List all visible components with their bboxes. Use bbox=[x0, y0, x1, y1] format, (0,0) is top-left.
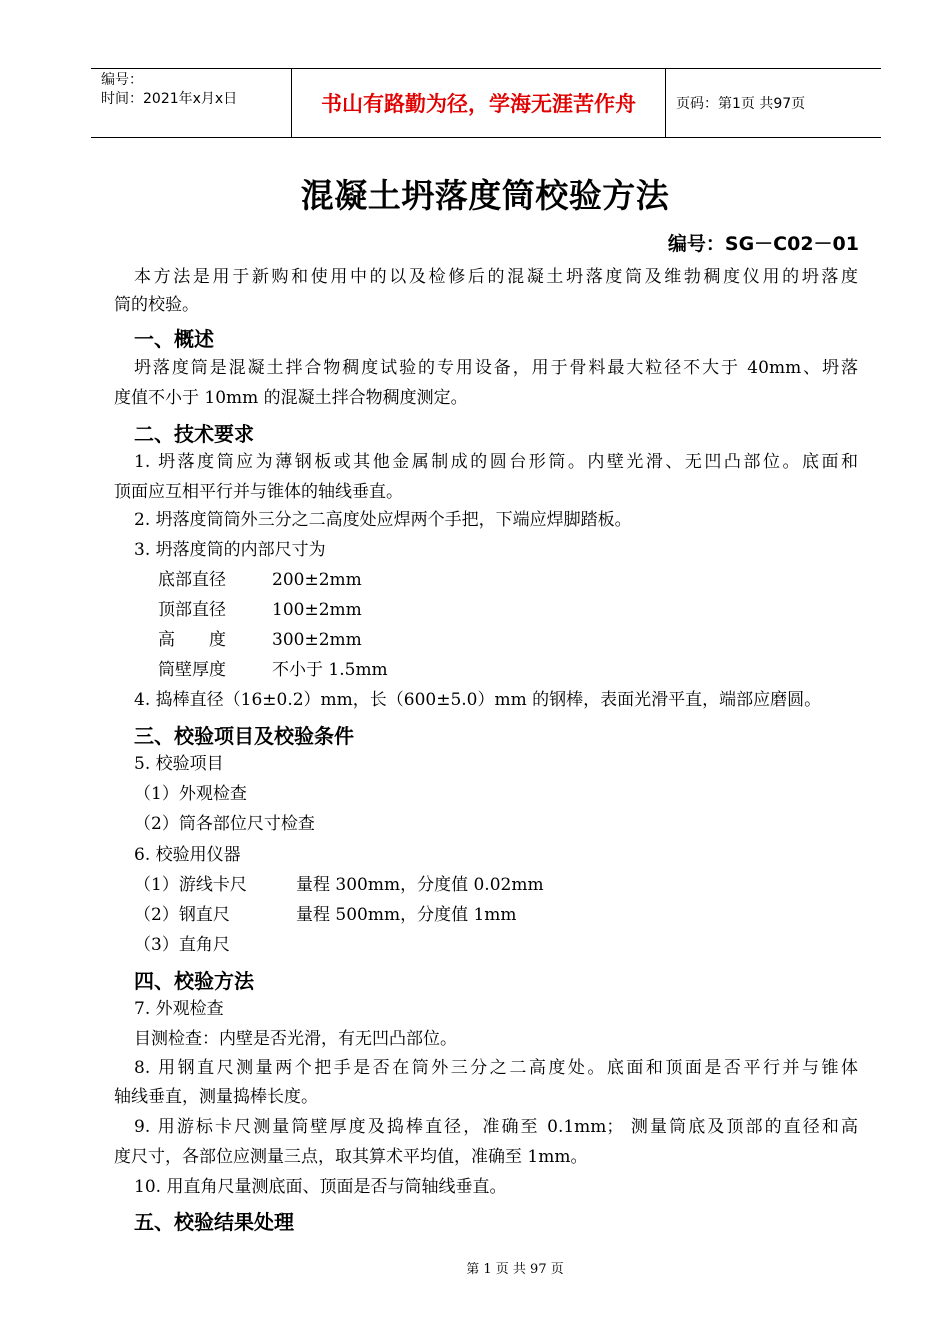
method-item-10: 10. 用直角尺量测底面、顶面是否与筒轴线垂直。 bbox=[134, 1177, 507, 1197]
dim-top-value: 100±2mm bbox=[272, 600, 362, 620]
section-heading-tech: 二、技术要求 bbox=[134, 422, 254, 446]
dim-bottom-name: 底部直径 bbox=[158, 570, 226, 590]
tech-item-3: 3. 坍落度筒的内部尺寸为 bbox=[134, 540, 326, 560]
dim-wall-name: 筒壁厚度 bbox=[158, 660, 226, 680]
section-heading-check: 三、校验项目及校验条件 bbox=[134, 724, 354, 748]
header-motto: 书山有路勤为径，学海无涯苦作舟 bbox=[292, 69, 666, 137]
method-item-9b: 度尺寸，各部位应测量三点，取其算术平均值，准确至 1mm。 bbox=[114, 1147, 588, 1167]
time-label: 时间：2021年x月x日 bbox=[101, 91, 238, 107]
check-item-6: 6. 校验用仪器 bbox=[134, 845, 241, 865]
instrument-2-spec: 量程 500mm，分度值 1mm bbox=[296, 905, 517, 925]
instrument-1-spec: 量程 300mm，分度值 0.02mm bbox=[296, 875, 544, 895]
intro-line-1: 本方法是用于新购和使用中的以及检修后的混凝土坍落度筒及维勃稠度仪用的坍落度 bbox=[134, 267, 858, 287]
number-label: 编号： bbox=[101, 72, 143, 88]
method-item-7-text: 目测检查：内壁是否光滑，有无凹凸部位。 bbox=[134, 1029, 457, 1049]
header-page-label: 页码：第1页 共97页 bbox=[676, 96, 806, 112]
tech-item-2: 2. 坍落度筒筒外三分之二高度处应焊两个手把，下端应焊脚踏板。 bbox=[134, 510, 632, 530]
check-item-5-2: （2）筒各部位尺寸检查 bbox=[134, 814, 315, 834]
section-heading-method: 四、校验方法 bbox=[134, 969, 254, 993]
tech-item-4: 4. 捣棒直径（16±0.2）mm，长（600±5.0）mm 的钢棒，表面光滑平直，端部应磨圆。 bbox=[134, 690, 822, 710]
page-header bbox=[91, 68, 881, 138]
document-title: 混凝土坍落度筒校验方法 bbox=[300, 176, 670, 215]
page-footer: 第 1 页 共 97 页 bbox=[466, 1262, 564, 1277]
method-item-9a: 9. 用游标卡尺测量筒壁厚度及捣棒直径，准确至 0.1mm； 测量筒底及顶部的直径和高 bbox=[134, 1117, 858, 1137]
dim-height-value: 300±2mm bbox=[272, 630, 362, 650]
section-heading-overview: 一、概述 bbox=[134, 327, 214, 351]
method-item-8b: 轴线垂直，测量捣棒长度。 bbox=[114, 1087, 318, 1107]
tech-item-1b: 顶面应互相平行并与锥体的轴线垂直。 bbox=[114, 482, 403, 502]
dim-wall-value: 不小于 1.5mm bbox=[272, 660, 388, 680]
dim-height-name: 高 度 bbox=[158, 630, 226, 650]
instrument-2-name: （2）钢直尺 bbox=[134, 905, 230, 925]
check-item-5: 5. 校验项目 bbox=[134, 754, 224, 774]
instrument-3-name: （3）直角尺 bbox=[134, 935, 230, 955]
method-item-7: 7. 外观检查 bbox=[134, 999, 224, 1019]
method-item-8a: 8. 用钢直尺测量两个把手是否在筒外三分之二高度处。底面和顶面是否平行并与锥体 bbox=[134, 1058, 858, 1078]
tech-item-1a: 1. 坍落度筒应为薄钢板或其他金属制成的圆台形筒。内壁光滑、无凹凸部位。底面和 bbox=[134, 452, 858, 472]
instrument-1-name: （1）游线卡尺 bbox=[134, 875, 247, 895]
section-heading-result: 五、校验结果处理 bbox=[134, 1210, 294, 1234]
overview-line-2: 度值不小于 10mm 的混凝土拌合物稠度测定。 bbox=[114, 388, 468, 408]
check-item-5-1: （1）外观检查 bbox=[134, 784, 247, 804]
dim-top-name: 顶部直径 bbox=[158, 600, 226, 620]
document-number: 编号：SG－C02－01 bbox=[667, 233, 859, 255]
intro-line-2: 筒的校验。 bbox=[114, 295, 199, 315]
header-meta bbox=[91, 69, 292, 137]
overview-line-1: 坍落度筒是混凝土拌合物稠度试验的专用设备，用于骨料最大粒径不大于 40mm、坍落 bbox=[134, 358, 858, 378]
dim-bottom-value: 200±2mm bbox=[272, 570, 362, 590]
